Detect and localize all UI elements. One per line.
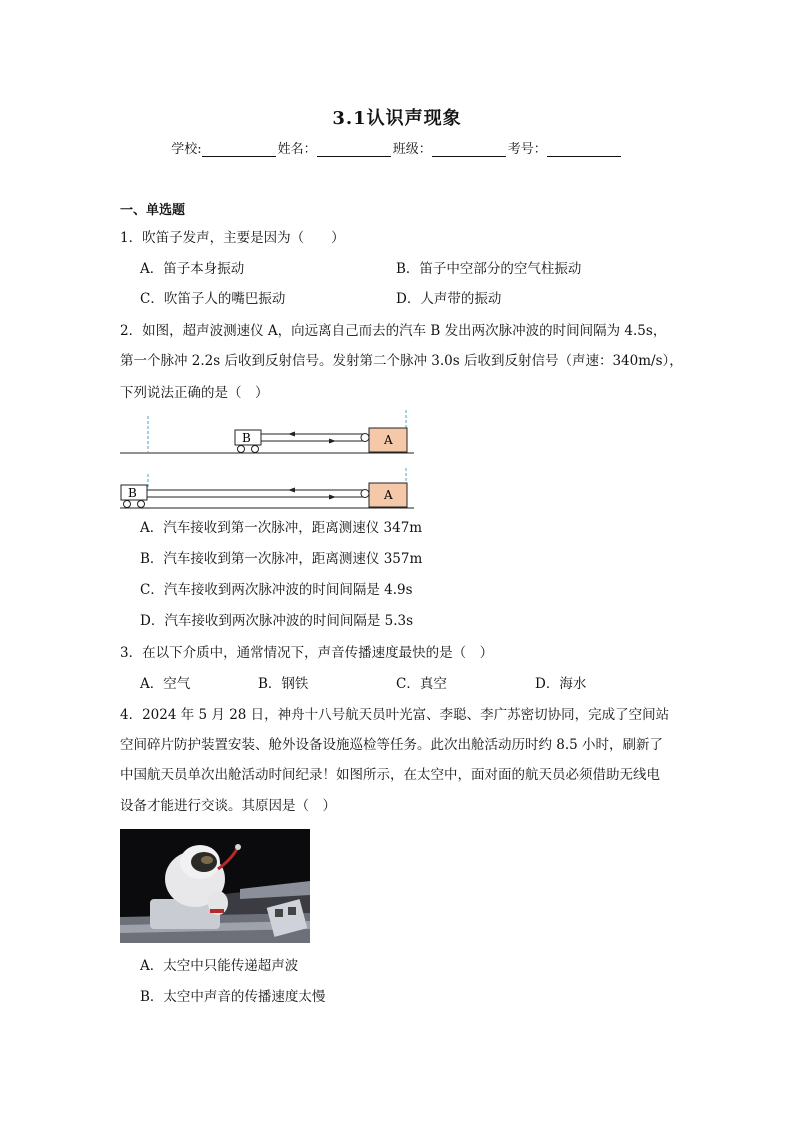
q3-option-d[interactable]: D．海水 [535,676,587,692]
q2-option-a[interactable]: A．汽车接收到第一次脉冲，距离测速仪 347m [140,520,423,536]
school-blank[interactable] [202,143,276,157]
q1-option-b[interactable]: B．笛子中空部分的空气柱振动 [396,261,582,277]
q4-stem-line2: 空间碎片防护装置安装、舱外设备设施巡检等任务。此次出舱活动历时约 8.5 小时，刷新了 [120,737,664,753]
q4-option-a[interactable]: A．太空中只能传递超声波 [140,958,299,974]
q3-stem: 3．在以下介质中，通常情况下，声音传播速度最快的是（ ） [120,645,494,661]
q3-option-b[interactable]: B．钢铁 [258,676,309,692]
page-title: 3.1认识声现象 [332,108,462,129]
q4-stem-line4: 设备才能进行交谈。其原因是（ ） [120,798,336,814]
number-blank[interactable] [547,143,621,157]
q4-stem-line1: 4．2024 年 5 月 28 日，神舟十八号航天员叶光富、李聪、李广苏密切协同，完成了空间站 [120,707,670,723]
q2-stem-line1: 2．如图，超声波测速仪 A，向远离自己而去的汽车 B 发出两次脉冲波的时间间隔为 4.5s， [120,323,667,339]
astronaut-photo [120,829,310,943]
q2-option-b[interactable]: B．汽车接收到第一次脉冲，距离测速仪 357m [140,551,423,567]
arrow-right-icon [329,495,336,500]
car-b-label-bottom: B [128,486,137,500]
name-blank[interactable] [317,143,391,157]
q4-stem-line3: 中国航天员单次出舱活动时间纪录！如图所示，在太空中，面对面的航天员必须借助无线电 [120,767,660,783]
q2-option-d[interactable]: D．汽车接收到两次脉冲波的时间间隔是 5.3s [140,613,414,629]
arrow-right-icon [329,439,336,444]
section-heading: 一、单选题 [120,203,186,218]
number-label: 考号： [507,142,547,157]
wheel-icon [238,446,245,453]
ultrasonic-diagram [118,408,418,513]
meter-a-label-top: A [384,433,393,447]
student-info-row [0,138,794,157]
meter-a-label-bottom: A [384,488,393,502]
arrow-left-icon [288,488,295,493]
emitter-icon [361,490,369,498]
arrow-left-icon [288,432,295,437]
school-label: 学校: [171,142,202,157]
q1-option-c[interactable]: C．吹笛子人的嘴巴振动 [140,291,286,307]
q2-option-c[interactable]: C．汽车接收到两次脉冲波的时间间隔是 4.9s [140,582,413,598]
q2-stem-line2: 第一个脉冲 2.2s 后收到反射信号。发射第二个脉冲 3.0s 后收到反射信号（声速：340m/s）， [120,353,683,369]
q4-option-b[interactable]: B．太空中声音的传播速度太慢 [140,989,326,1005]
wheel-icon [252,446,259,453]
wheel-icon [138,501,145,508]
q1-option-a[interactable]: A．笛子本身振动 [140,261,245,277]
q3-option-c[interactable]: C．真空 [396,676,447,692]
q2-stem-line3: 下列说法正确的是（ ） [120,385,269,401]
q3-option-a[interactable]: A．空气 [140,676,191,692]
wheel-icon [124,501,131,508]
car-b-label-top: B [242,431,251,445]
q1-option-d[interactable]: D．人声带的振动 [396,291,502,307]
emitter-icon [361,434,369,442]
q1-stem: 1．吹笛子发声，主要是因为（ ） [120,230,345,246]
class-blank[interactable] [432,143,506,157]
class-label: 班级： [392,142,432,157]
name-label: 姓名： [277,142,317,157]
